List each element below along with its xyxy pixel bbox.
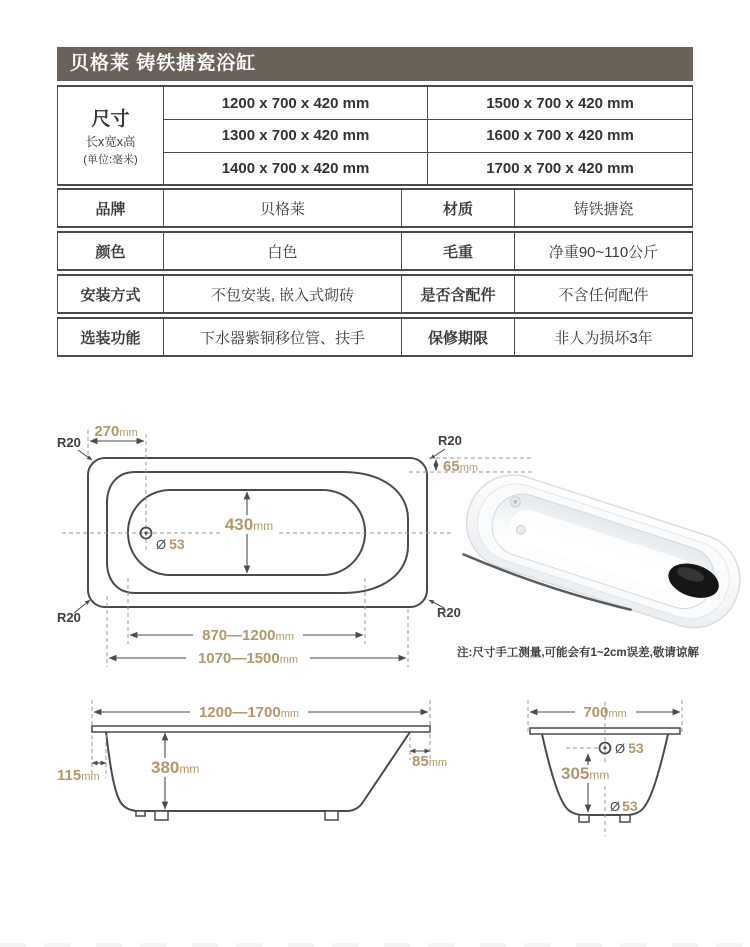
- radius-label-top-left: [57, 435, 92, 460]
- spec-value: 铸铁搪瓷: [573, 200, 634, 218]
- size-table: [57, 85, 693, 186]
- size-value: 1700 x 700 x 420 mm: [428, 152, 692, 184]
- drain-hole: [141, 434, 185, 552]
- end-foot-left: [579, 815, 589, 822]
- dim-305: [559, 754, 609, 812]
- foot-left: [155, 811, 168, 820]
- product-photo: [454, 463, 750, 643]
- spec-value: 净重90~110公斤: [548, 243, 659, 261]
- size-value: 1500 x 700 x 420 mm: [486, 94, 634, 112]
- spec-row-color-weight: [57, 231, 693, 271]
- drain-diameter-label: Ø 53: [156, 536, 185, 552]
- page-title: 贝格莱 铸铁搪瓷浴缸: [57, 47, 693, 81]
- size-unit-note: (单位:毫米): [83, 153, 138, 166]
- spec-label: 是否含配件: [402, 276, 515, 312]
- dim-305-label: 305mm: [561, 764, 610, 783]
- dim-700-label: 700mm: [583, 704, 627, 721]
- svg-text:R20: R20: [437, 605, 461, 620]
- spec-label: 材质: [402, 190, 515, 226]
- side-rim: [92, 726, 430, 732]
- measurement-note: 注:尺寸手工测量,可能会有1~2cm误差,敬请谅解: [457, 647, 699, 659]
- dim-430-label: 430mm: [224, 515, 274, 534]
- spec-row-options-warranty: [57, 317, 693, 357]
- size-value: 1300 x 700 x 420 mm: [164, 119, 428, 151]
- drain-diameter-bottom: [610, 798, 638, 814]
- drain-stub: [136, 811, 145, 816]
- radius-label-top-right: [430, 433, 462, 459]
- top-view-drawing: [57, 423, 533, 667]
- size-value: 1200 x 700 x 420 mm: [164, 87, 428, 119]
- dim-85-label: 85mm: [412, 753, 448, 770]
- spec-value: 贝格莱: [164, 190, 402, 226]
- spec-value: 非人为损坏3年: [554, 329, 653, 347]
- spec-label: 保修期限: [402, 319, 515, 355]
- size-subtitle: 长x宽x高: [85, 134, 136, 149]
- dim-115-label: 115mm: [57, 767, 100, 784]
- cropped-next-section: [0, 943, 750, 947]
- dim-115: [57, 735, 106, 784]
- spec-label: 品牌: [58, 190, 164, 226]
- dim-85: [410, 734, 447, 770]
- spec-value: 白色: [164, 233, 402, 269]
- dim-870-1200-label: 870—1200mm: [202, 627, 294, 644]
- size-value: 1600 x 700 x 420 mm: [428, 119, 692, 151]
- dim-270-label: 270mm: [94, 423, 138, 440]
- radius-label-bottom-right: [429, 600, 461, 620]
- dim-380-label: 380mm: [151, 758, 200, 777]
- spec-label: 选装功能: [58, 319, 164, 355]
- dim-270: [88, 423, 144, 456]
- end-view-drawing: [528, 700, 682, 836]
- dim-1070-1500-label: 1070—1500mm: [197, 650, 299, 667]
- svg-text:R20: R20: [57, 610, 81, 625]
- size-title: 尺寸: [91, 108, 130, 130]
- svg-text:R20: R20: [438, 433, 462, 448]
- spec-label: 安装方式: [58, 276, 164, 312]
- spec-row-brand-material: [57, 188, 693, 228]
- size-table-header-cell: [58, 87, 164, 184]
- spec-row-install-accessories: [57, 274, 693, 314]
- end-foot-right: [620, 815, 630, 822]
- dim-380: [148, 733, 201, 809]
- spec-value: 下水器紫铜移位管、扶手: [164, 319, 402, 355]
- side-view-drawing: [57, 700, 447, 820]
- spec-label: 颜色: [58, 233, 164, 269]
- overflow-diameter-label: Ø 53: [615, 740, 644, 756]
- drain-diameter-bottom-label: Ø 53: [610, 798, 638, 814]
- radius-label-bottom-left: [57, 600, 90, 625]
- dim-1200-1700-label: 1200—1700mm: [198, 704, 300, 721]
- spec-value: 不包安装, 嵌入式砌砖: [164, 276, 402, 312]
- size-value: 1400 x 700 x 420 mm: [164, 152, 428, 184]
- overflow-hole-end-view: [566, 740, 644, 756]
- dim-430: [221, 492, 278, 573]
- dim-870-1200: [128, 578, 365, 644]
- svg-text:R20: R20: [57, 435, 81, 450]
- spec-value: 不含任何配件: [558, 286, 649, 304]
- foot-right: [325, 811, 338, 820]
- dim-65-label: 65mm: [443, 458, 479, 475]
- spec-label: 毛重: [402, 233, 515, 269]
